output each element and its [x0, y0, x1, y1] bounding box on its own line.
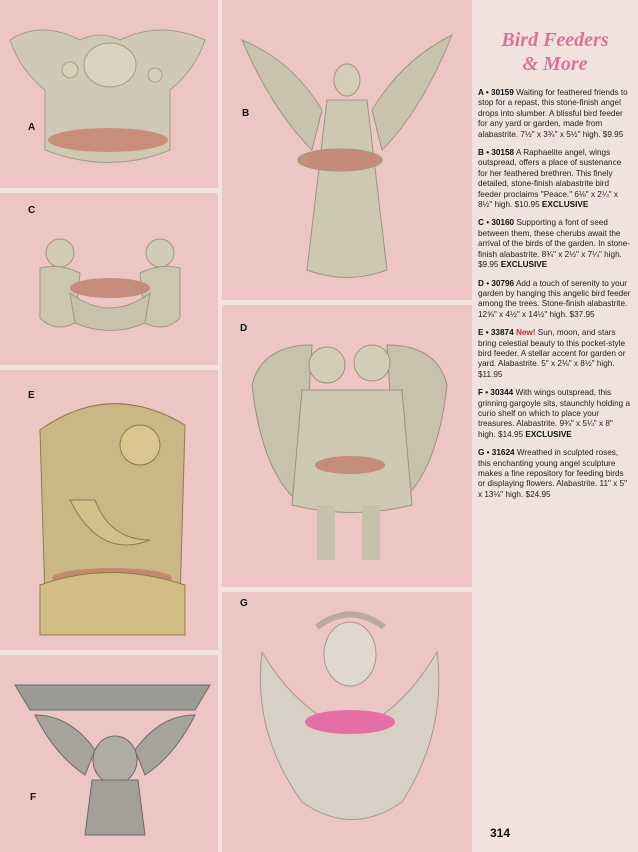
- product-photo-g: [222, 592, 472, 852]
- page-number: 314: [490, 826, 511, 840]
- item-code: E • 33874: [478, 328, 514, 338]
- panel-letter: A: [28, 122, 36, 133]
- item-code: B • 30158: [478, 148, 515, 158]
- panel-letter: G: [240, 598, 248, 609]
- page-title: [478, 28, 632, 76]
- product-entry-d: [478, 279, 632, 321]
- product-photo-d: [222, 305, 472, 587]
- product-entry-b: [478, 148, 632, 210]
- product-photo-c: [0, 193, 218, 365]
- item-code: D • 30796: [478, 278, 515, 288]
- item-description: With wings outspread, this grinning gargoyle sits, staunchly holding a curio shelf on which to place your treasures. Alabastrite. 9¾" x 5¼" x 8" high. $14.95: [478, 388, 631, 439]
- product-photo-a: [0, 0, 218, 188]
- panel-letter: C: [28, 205, 36, 216]
- item-description: A Raphaelite angel, wings outspread, offers a place of sustenance for her feathered brethren. This finely detailed, stone-finish alabastrite bird feeder proclaims "Peace." 6⅛" x 2¼" x 8½" high. $10.95: [478, 148, 622, 210]
- cherub-font-feeder-image: [0, 193, 218, 365]
- product-entry-f: [478, 388, 632, 440]
- panel-letter: E: [28, 390, 35, 401]
- product-entry-g: [478, 448, 632, 500]
- exclusive-badge: EXCLUSIVE: [541, 200, 589, 210]
- item-code: G • 31624: [478, 448, 515, 458]
- raphaelite-angel-feeder-image: [222, 0, 472, 300]
- gargoyle-shelf-image: [0, 655, 218, 852]
- product-entry-c: [478, 218, 632, 270]
- item-code: F • 30344: [478, 388, 514, 398]
- product-photo-e: [0, 370, 218, 650]
- item-description: Add a touch of serenity to your garden by hanging this angelic bird feeder among the trees. Stone-finish alabastrite. 12⅝" x 4½" x 14½" high. $37.95: [478, 278, 631, 319]
- sleeping-angel-feeder-image: [0, 0, 218, 188]
- rose-angel-feeder-image: [222, 592, 472, 852]
- new-badge: New!: [515, 328, 536, 338]
- item-code: A • 30159: [478, 88, 514, 97]
- panel-letter: D: [240, 323, 248, 334]
- product-entry-a: [478, 88, 632, 140]
- exclusive-badge: EXCLUSIVE: [525, 429, 572, 439]
- item-description: Wreathed in sculpted roses, this enchanting young angel sculpture makes a fine repository for feeding birds or displaying flowers. Alabastrite. 11" x 5" x 13⅛" high. $24.95: [478, 448, 628, 499]
- panel-letter: B: [242, 108, 250, 119]
- product-entry-e: [478, 328, 632, 380]
- product-photo-f: [0, 655, 218, 852]
- angel-couple-feeder-image: [222, 305, 472, 587]
- exclusive-badge: EXCLUSIVE: [500, 260, 548, 270]
- item-description: Supporting a font of seed between them, these cherubs await the arrival of the birds of the garden. In stone-finish alabastrite. 8¾" x 2½" x 7¼" high. $9.95: [478, 218, 631, 270]
- product-photo-b: [222, 0, 472, 300]
- title-line-1: Bird Feeders: [501, 29, 609, 51]
- celestial-pocket-feeder-image: [0, 370, 218, 650]
- title-line-2: & More: [522, 53, 588, 75]
- item-description: Sun, moon, and stars bring celestial beauty to this pocket-style bird feeder. A stellar accent for garden or yard. Alabastrite. 5" x 2⅛" x 8½" high. $11.95: [478, 328, 626, 379]
- catalog-text-column: [478, 28, 632, 508]
- item-description: Waiting for feathered friends to stop for a repast, this stone-finish angel drops into slumber. A blissful bird feeder for any yard or garden, made from alabastrite. 7½" x 3¾" x 5½" high. $9.95: [478, 88, 628, 139]
- item-code: C • 30160: [478, 218, 515, 228]
- panel-letter: F: [30, 792, 37, 803]
